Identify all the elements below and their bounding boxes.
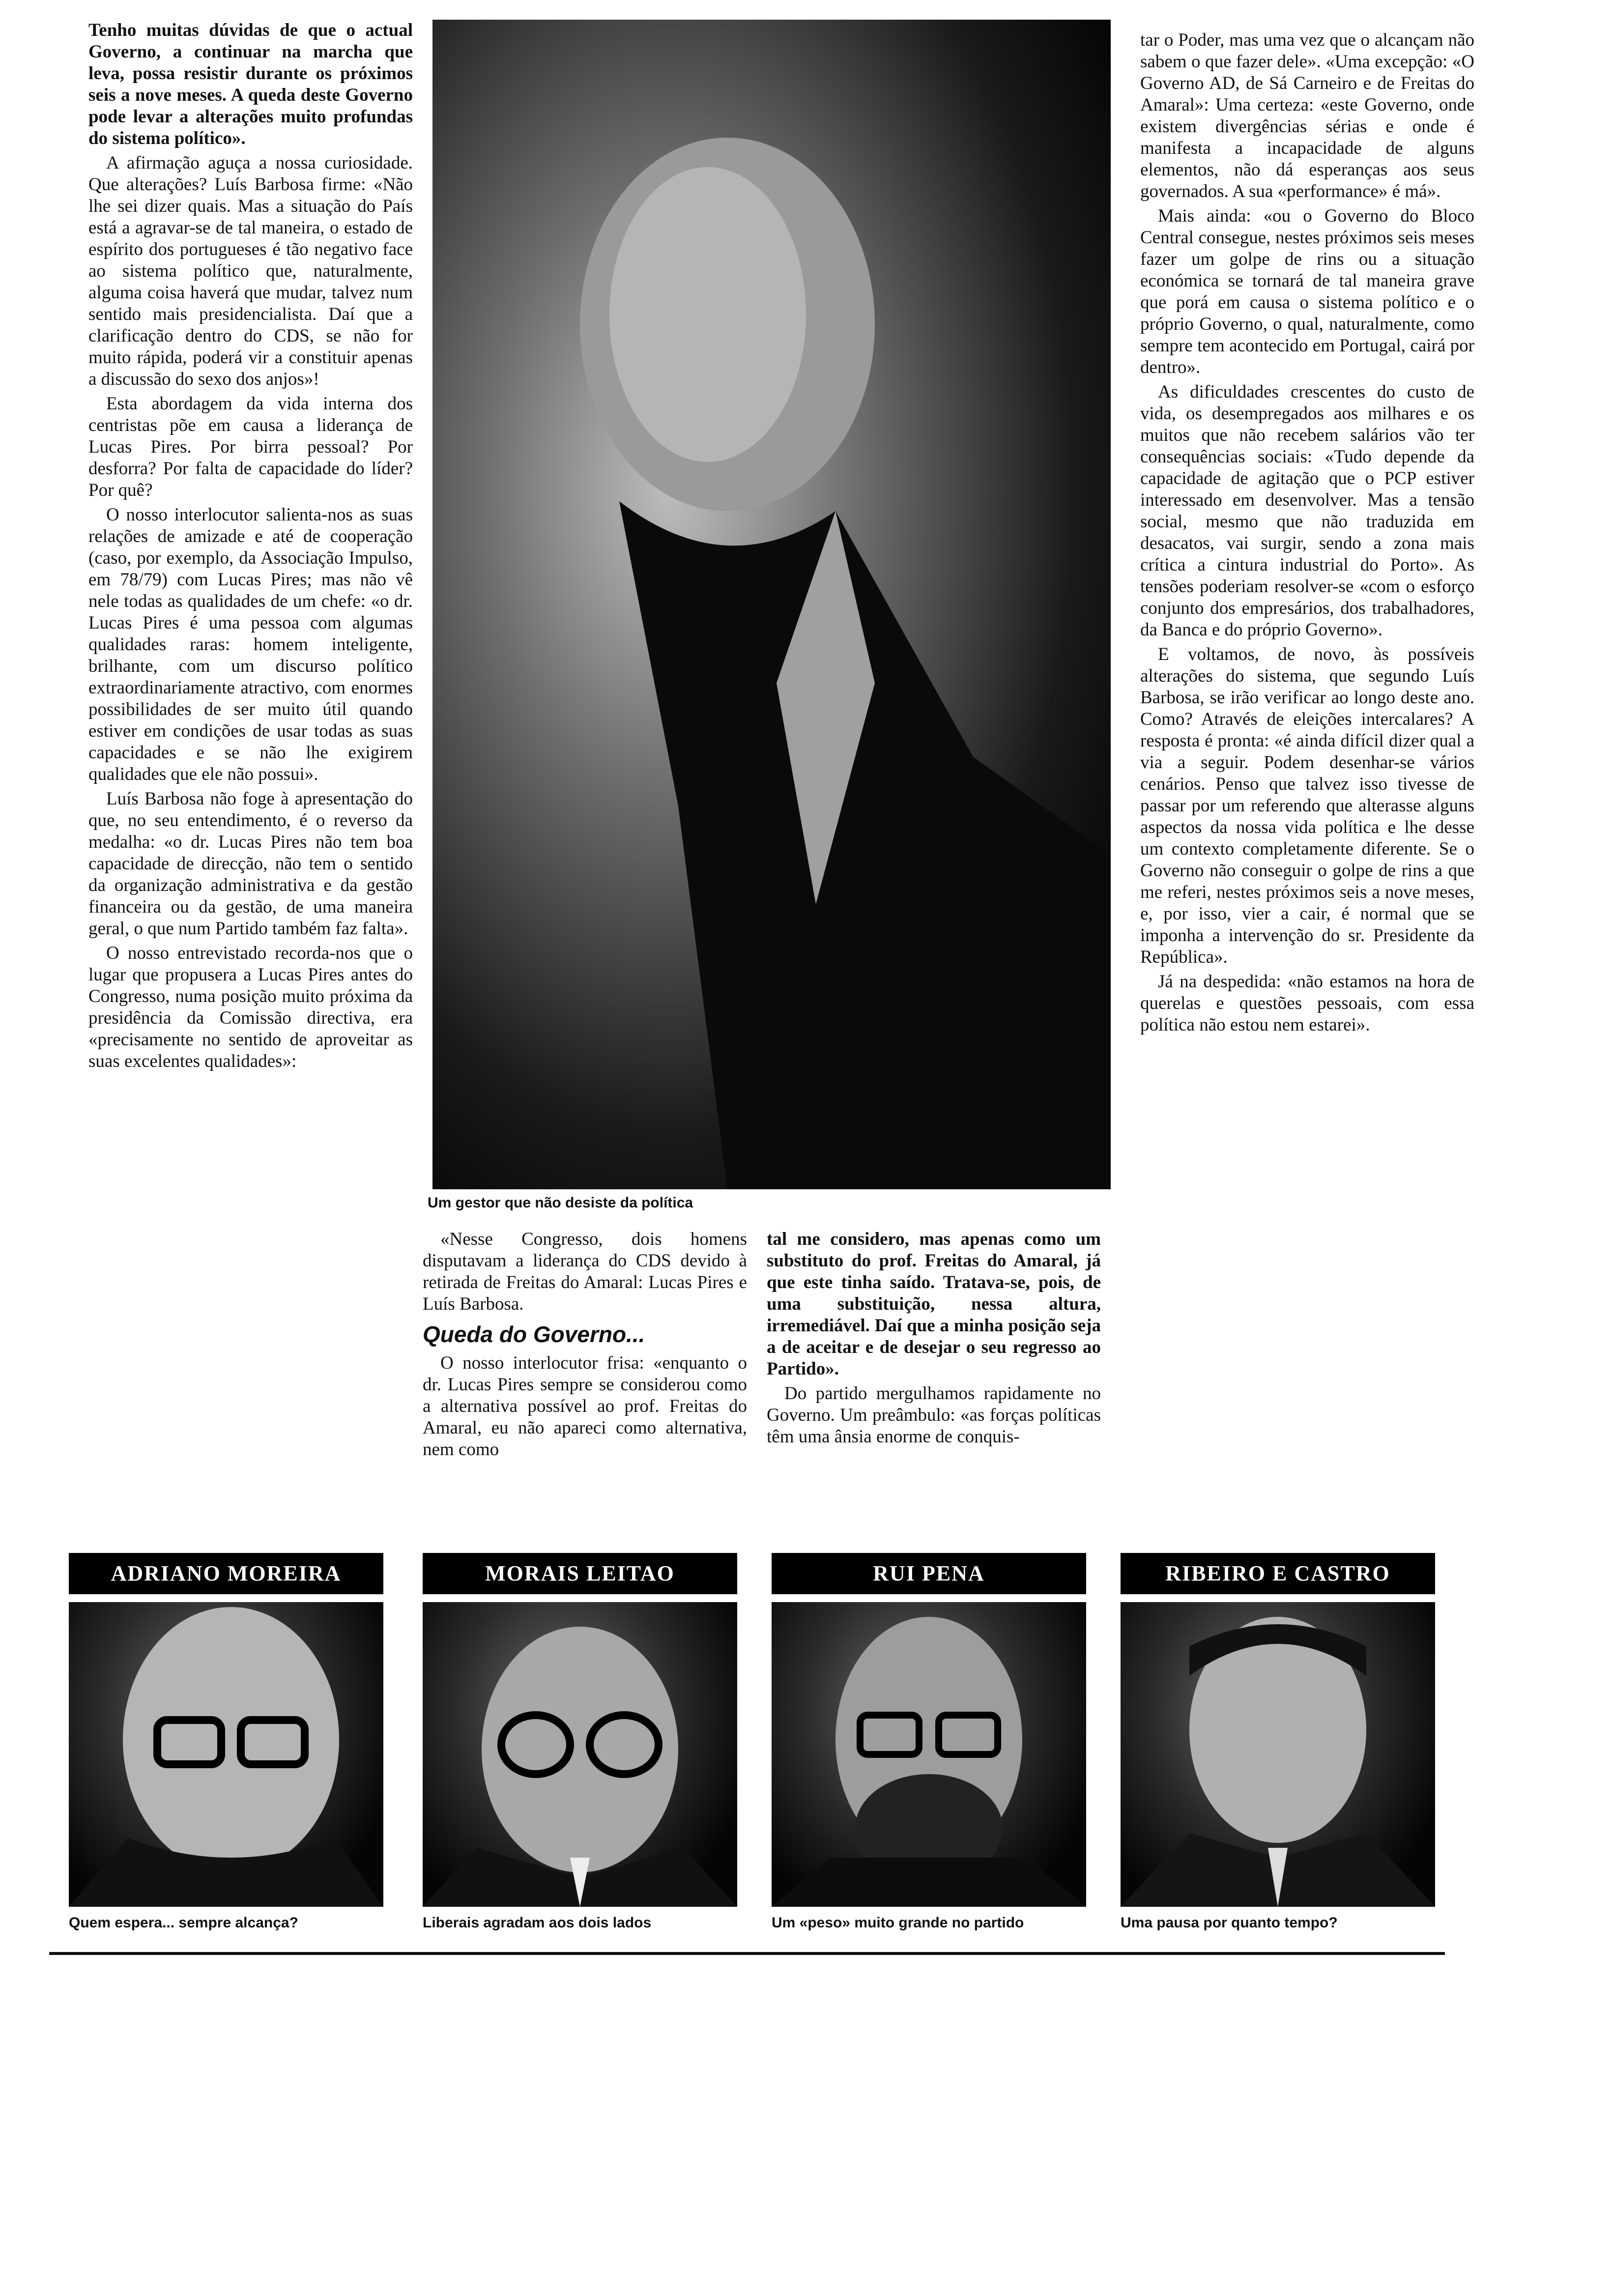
portrait-photo-rui-pena bbox=[772, 1602, 1086, 1907]
portrait-name-ribeiro-e-castro: RIBEIRO E CASTRO bbox=[1121, 1553, 1435, 1594]
portrait-photo-adriano-moreira bbox=[69, 1602, 383, 1907]
portrait-caption-ribeiro-e-castro: Uma pausa por quanto tempo? bbox=[1121, 1915, 1338, 1931]
main-photo-caption: Um gestor que não desiste da política bbox=[428, 1195, 693, 1211]
article-column-2b bbox=[767, 1229, 1101, 1451]
paragraph: A afirmação aguça a nossa curiosidade. Que alterações? Luís Barbosa firme: «Não lhe sei dizer quais. Mas a situação do País está a agravar-se de tal maneira, o estado de espírito dos portugueses é tão negativo face ao sistema político que, naturalmente, alguma coisa haverá que mudar, talvez num sentido mais presidencialista. Daí que a clarificação dentro do CDS, se não for muito rápida, poderá vir a constituir apenas a discussão do sexo dos anjos»! bbox=[88, 153, 413, 389]
section-subhead: Queda do Governo... bbox=[423, 1321, 645, 1347]
paragraph: O nosso interlocutor frisa: «enquanto o dr. Lucas Pires sempre se considerou como a alternativa possível ao prof. Freitas do Amaral, eu não apareci como alternativa, nem como bbox=[423, 1353, 747, 1460]
article-column-1 bbox=[88, 20, 413, 1075]
portrait-caption-morais-leitao: Liberais agradam aos dois lados bbox=[423, 1915, 652, 1931]
paragraph: Esta abordagem da vida interna dos centristas põe em causa a liderança de Lucas Pires. Por birra pessoal? Por desforra? Por falta de capacidade do líder? Por quê? bbox=[88, 394, 413, 500]
paragraph: tar o Poder, mas uma vez que o alcançam não sabem o que fazer dele». «Uma excepção: «O Governo AD, de Sá Carneiro e de Freitas do Amaral»: Uma certeza: «este Governo, onde existem divergências sérias e onde é manifesta a incapacidade de alguns elementos, não dá esperanças aos seus governados. A sua «performance» é má». bbox=[1140, 30, 1474, 201]
man-with-glasses-icon bbox=[69, 1602, 383, 1907]
paragraph: O nosso entrevistado recorda-nos que o lugar que propusera a Lucas Pires antes do Congresso, numa posição muito próxima da presidência da Comissão directiva, era «precisamente no sentido de aproveitar as suas excelentes qualidades»: bbox=[88, 943, 413, 1071]
young-man-portrait-icon bbox=[1121, 1602, 1435, 1907]
article-column-2a bbox=[423, 1229, 747, 1464]
portrait-caption-adriano-moreira: Quem espera... sempre alcança? bbox=[69, 1915, 298, 1931]
portrait-photo-ribeiro-e-castro bbox=[1121, 1602, 1435, 1907]
portrait-name-rui-pena: RUI PENA bbox=[772, 1553, 1086, 1594]
paragraph: O nosso interlocutor salienta-nos as suas relações de amizade e até de cooperação (caso, por exemplo, da Associação Impulso, em 78/79) com Lucas Pires; mas não vê nele todas as qualidades de um chefe: «o dr. Lucas Pires é uma pessoa com algumas qualidades raras: homem inteligente, brilhante, com um discurso político extraordinariamente atractivo, com enormes possibilidades de ser muito útil quando estiver em condições de usar todas as suas capacidades e se não lhe exigirem qualidades que ele não possui». bbox=[88, 505, 413, 784]
man-with-round-glasses-icon bbox=[423, 1602, 737, 1907]
paragraph: As dificuldades crescentes do custo de vida, os desempregados aos milhares e os muitos que não recebem salários vão ter consequências sociais: «Tudo depende da capacidade de agitação que o PCP estiver interessado em desenvolver. Mas a tensão social, mesmo que não traduzida em desacatos, vai surgir, sendo a zona mais crítica a cintura industrial do Porto». As tensões poderiam resolver-se «com o esforço conjunto dos empresários, dos trabalhadores, da Banca e do próprio Governo». bbox=[1140, 382, 1474, 640]
paragraph: tal me considero, mas apenas como um substituto do prof. Freitas do Amaral, já que este tinha saído. Tratava-se, pois, de uma substituição, nessa altura, irremediável. Daí que a minha posição seja a de aceitar e de desejar o seu regresso ao Partido». bbox=[767, 1229, 1101, 1379]
portrait-caption-rui-pena: Um «peso» muito grande no partido bbox=[772, 1915, 1024, 1931]
bearded-man-with-glasses-icon bbox=[772, 1602, 1086, 1907]
paragraph: E voltamos, de novo, às possíveis alterações do sistema, que segundo Luís Barbosa, se irão verificar ao longo deste ano. Como? Através de eleições intercalares? A resposta é pronta: «é ainda difícil dizer qual a via a seguir. Podem desenhar-se vários cenários. Penso que talvez isso tivesse de passar por um referendo que alterasse alguns aspectos da nossa vida política e lhe desse um contexto completamente diferente. Se o Governo não conseguir o golpe de rins a que me referi, nestes próximos seis a nove meses, e, por isso, vier a cair, é normal que se imponha a intervenção do sr. Presidente da República». bbox=[1140, 644, 1474, 967]
paragraph: Já na despedida: «não estamos na hora de querelas e questões pessoais, com essa política não estou nem estarei». bbox=[1140, 972, 1474, 1035]
article-column-3 bbox=[1140, 29, 1474, 1039]
portrait-name-morais-leitao: MORAIS LEITAO bbox=[423, 1553, 737, 1594]
portrait-name-adriano-moreira: ADRIANO MOREIRA bbox=[69, 1553, 383, 1594]
bottom-rule bbox=[49, 1952, 1445, 1955]
paragraph: Do partido mergulhamos rapidamente no Governo. Um preâmbulo: «as forças políticas têm uma ânsia enorme de conquis- bbox=[767, 1383, 1101, 1447]
man-profile-silhouette-icon bbox=[432, 20, 1111, 1189]
portrait-photo-morais-leitao bbox=[423, 1602, 737, 1907]
paragraph: Mais ainda: «ou o Governo do Bloco Central consegue, nestes próximos seis meses fazer um golpe de rins ou a situação económica se tornará de tal maneira grave que porá em causa o sistema político e o próprio Governo, o qual, naturalmente, como sempre tem acontecido em Portugal, cairá por dentro». bbox=[1140, 206, 1474, 377]
paragraph: «Nesse Congresso, dois homens disputavam a liderança do CDS devido à retirada de Freitas do Amaral: Lucas Pires e Luís Barbosa. bbox=[423, 1229, 747, 1314]
main-portrait-photo bbox=[432, 20, 1111, 1189]
paragraph: Luís Barbosa não foge à apresentação do que, no seu entendimento, é o reverso da medalha: «o dr. Lucas Pires não tem boa capacidade de direcção, não tem o sentido da organização administrativa e da gestão financeira ou da gestão, de uma maneira geral, o que num Partido também faz falta». bbox=[88, 789, 413, 939]
paragraph: Tenho muitas dúvidas de que o actual Governo, a continuar na marcha que leva, possa resistir durante os próximos seis a nove meses. A queda deste Governo pode levar a alterações muito profundas do sistema político». bbox=[88, 20, 413, 148]
